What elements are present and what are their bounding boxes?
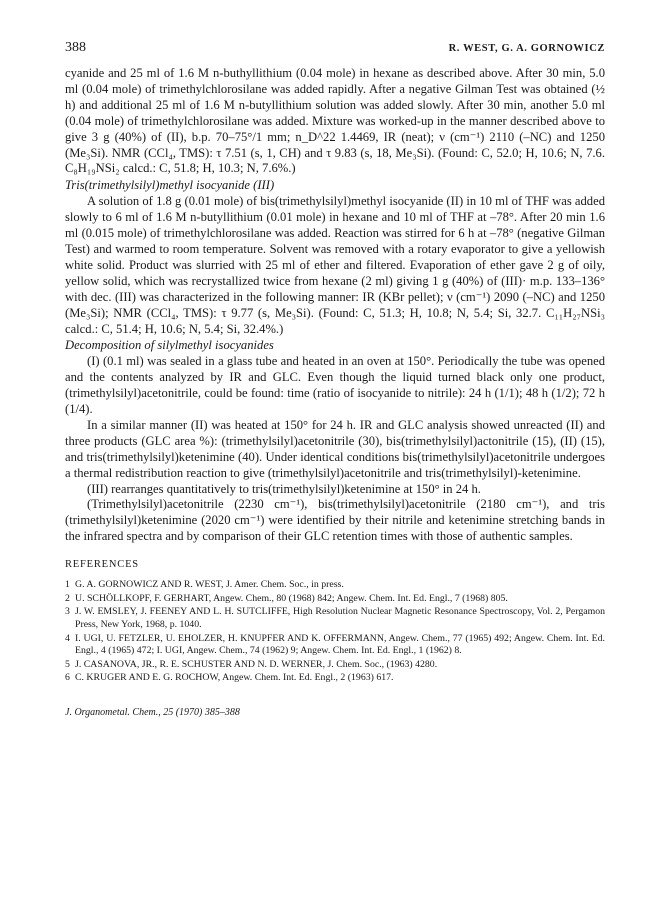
paragraph-decomposition-iii: (III) rearranges quantitatively to tris(trimethylsilyl)ketenimine at 150° in 24 h.: [87, 481, 481, 496]
journal-page: [65, 40, 605, 718]
page-number: 388: [65, 40, 86, 55]
reference-number: 5: [65, 658, 70, 670]
references-list: [65, 579, 605, 685]
reference-item: [65, 659, 605, 672]
reference-text: I. UGI, U. FETZLER, U. EHOLZER, H. KNUPFER AND K. OFFERMANN, Angew. Chem., 77 (1965) 492; Angew. Chem. Int. Ed. Engl., 4 (1965) 472; I. UGI, Angew. Chem., 74 (1962) 9; Angew. Chem. Int. Ed. Engl., 1 (1962) 8.: [75, 632, 605, 657]
paragraph-decomposition-i: (I) (0.1 ml) was sealed in a glass tube and heated in an oven at 150°. Periodically the tube was opened and the contents analyzed by IR and GLC. Even though the liquid turned black only one product, (trimethylsilyl)acetonitrile, could be found: time (ratio of isocyanide to nitrile): 24 h (1/1); 48 h (1/2); 72 h (1/4).: [65, 354, 605, 417]
journal-citation-footer: J. Organometal. Chem., 25 (1970) 385–388: [65, 706, 240, 718]
page-header: [65, 40, 605, 66]
reference-number: 3: [65, 606, 70, 618]
paragraph-synthesis-iii: A solution of 1.8 g (0.01 mole) of bis(trimethylsilyl)methyl isocyanide (II) in 10 ml of THF was added slowly to 6 ml of 1.6 M n-butyllithium (0.01 mole) in hexane and 10 ml of THF at –78°. After 20 min 1.6 ml (0.015 mole) of trimethylchlorosilane was added. Reaction was stirred for 6 h at –78° (negative Gilman Test) and warmed to room temperature. Solvent was removed with a rotary evaporator to give a yellowish white solid. Product was slurried with 25 ml of ether and filtered. Evaporation of ether gave 2 g of oily, yellow solid, which was recrystallized twice from hexane (2 ml) giving 1 g (40%) of (III)· m.p. 133–136° with dec. (III) was characterized in the following manner: IR (KBr pellet); ν (cm⁻¹) 2090 (–NC) and 1250 (Me₃Si); NMR (CCl₄, TMS): τ 9.77 (s, Me₃Si). (Found: C, 51.3; H, 10.8; N, 5.4; Si, 32.7. C₁₁H₂₇NSi₃ calcd.: C, 51.4; H, 10.6; N, 5.4; Si, 32.4%.): [65, 194, 605, 336]
paragraph-decomposition-ii: In a similar manner (II) was heated at 150° for 24 h. IR and GLC analysis showed unreacted (II) and three products (GLC area %): (trimethylsilyl)acetonitrile (30), bis(trimethylsilyl)actonitrile (15), (II) (15), and tris(trimethylsilyl)ketenimine (40). Under identical conditions bis(trimethylsilyl)acetonitrile undergoes a thermal redistribution reaction to give (trimethylsilyl)acetonitrile and tris(trimethylsilyl)-ketenimine.: [65, 417, 605, 480]
reference-item: [65, 672, 605, 685]
paragraph-ir-identification: (Trimethylsilyl)acetonitrile (2230 cm⁻¹), bis(trimethylsilyl)acetonitrile (2180 cm⁻¹), and tris (trimethylsilyl)ketenimine (2020 cm⁻¹) were identified by their nitrile and ketenimine stretching bands in the infrared spectra and by comparison of their GLC retention times with those of authentic samples.: [65, 497, 605, 544]
running-head: R. WEST, G. A. GORNOWICZ: [448, 43, 605, 54]
reference-item: [65, 593, 605, 606]
reference-number: 6: [65, 672, 70, 684]
section-heading-iii: Tris(trimethylsilyl)methyl isocyanide (III): [65, 178, 275, 193]
reference-text: C. KRUGER AND E. G. ROCHOW, Angew. Chem. Int. Ed. Engl., 2 (1963) 617.: [75, 672, 394, 684]
reference-text: J. CASANOVA, JR., R. E. SCHUSTER AND N. D. WERNER, J. Chem. Soc., (1963) 4280.: [75, 658, 438, 670]
reference-text: G. A. GORNOWICZ AND R. WEST, J. Amer. Chem. Soc., in press.: [75, 579, 344, 591]
reference-text: J. W. EMSLEY, J. FEENEY AND L. H. SUTCLIFFE, High Resolution Nuclear Magnetic Resonance Spectroscopy, Vol. 2, Pergamon Press, New York, 1968, p. 1040.: [75, 606, 605, 630]
paragraph-synthesis-ii: cyanide and 25 ml of 1.6 M n-buthyllithium (0.04 mole) in hexane as described above. After 30 min, 5.0 ml (0.04 mole) of trimethylchlorosilane was added rapidly. After a negative Gilman Test was obtained (½ h) and additional 25 ml of 1.6 M n-butyllithium solution was added slowly. After 30 min, another 5.0 ml (0.04 mole) of trimethylchlorosilane was added. Mixture was worked-up in the manner described above to give 3 g (40%) of (II), b.p. 70–75°/1 mm; n_D^22 1.4469, IR (neat); ν (cm⁻¹) 2110 (–NC) and 1250 (Me₃Si). NMR (CCl₄, TMS): τ 7.51 (s, 1, CH) and τ 9.83 (s, 18, Me₃Si). (Found: C, 52.0; H, 10.6; N, 7.6. C₈H₁₉NSi₂ calcd.: C, 51.8; H, 10.3; N, 7.6%.): [65, 66, 605, 176]
reference-item: [65, 579, 605, 592]
reference-number: 2: [65, 592, 70, 604]
references-heading: REFERENCES: [65, 559, 139, 571]
reference-text: U. SCHÖLLKOPF, F. GERHART, Angew. Chem., 80 (1968) 842; Angew. Chem. Int. Ed. Engl., 7 (1968) 805.: [75, 592, 508, 604]
section-heading-decomposition: Decomposition of silylmethyl isocyanides: [65, 338, 274, 353]
reference-number: 4: [65, 632, 70, 644]
reference-number: 1: [65, 579, 70, 591]
reference-item: [65, 606, 605, 631]
reference-item: [65, 633, 605, 658]
